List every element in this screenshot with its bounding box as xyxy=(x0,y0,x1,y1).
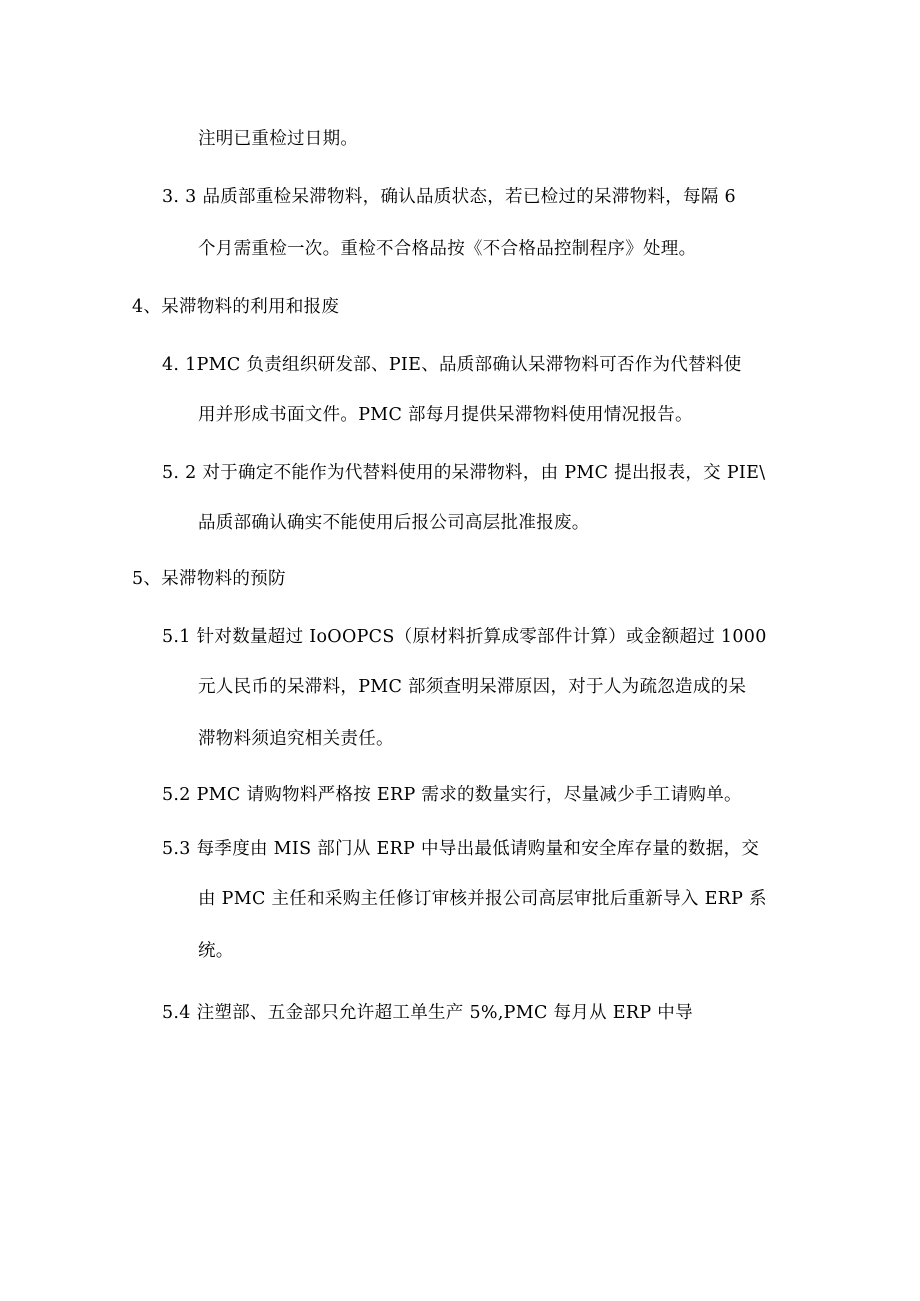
text-line: 5.4 注塑部、五金部只允许超工单生产 5%,PMC 每月从 ERP 中导 xyxy=(162,1003,693,1023)
text-line: 滞物料须追究相关责任。 xyxy=(198,729,394,749)
section-heading: 4、呆滞物料的利用和报废 xyxy=(132,297,340,317)
text-line: 由 PMC 主任和采购主任修订审核并报公司高层审批后重新导入 ERP 系 xyxy=(198,889,767,909)
text-line: 3. 3 品质部重检呆滞物料，确认品质状态，若已检过的呆滞物料，每隔 6 xyxy=(162,187,736,207)
text-line: 5. 2 对于确定不能作为代替料使用的呆滞物料，由 PMC 提出报表，交 PIE\ xyxy=(162,463,766,483)
text-line: 5.3 每季度由 MIS 部门从 ERP 中导出最低请购量和安全库存量的数据，交 xyxy=(162,839,760,859)
text-line: 个月需重检一次。重检不合格品按《不合格品控制程序》处理。 xyxy=(198,239,697,259)
text-line: 4. 1PMC 负责组织研发部、PIE、品质部确认呆滞物料可否作为代替料使 xyxy=(162,355,742,375)
section-heading: 5、呆滞物料的预防 xyxy=(132,569,286,589)
text-line: 元人民币的呆滞料，PMC 部须查明呆滞原因，对于人为疏忽造成的呆 xyxy=(198,677,747,697)
text-line: 注明已重检过日期。 xyxy=(198,129,359,149)
text-line: 统。 xyxy=(198,941,234,961)
text-line: 用并形成书面文件。PMC 部每月提供呆滞物料使用情况报告。 xyxy=(198,405,693,425)
text-line: 5.1 针对数量超过 IoOOPCS（原材料折算成零部件计算）或金额超过 1000 xyxy=(162,627,767,647)
text-line: 5.2 PMC 请购物料严格按 ERP 需求的数量实行，尽量减少手工请购单。 xyxy=(162,785,742,805)
text-line: 品质部确认确实不能使用后报公司高层批准报废。 xyxy=(198,513,590,533)
